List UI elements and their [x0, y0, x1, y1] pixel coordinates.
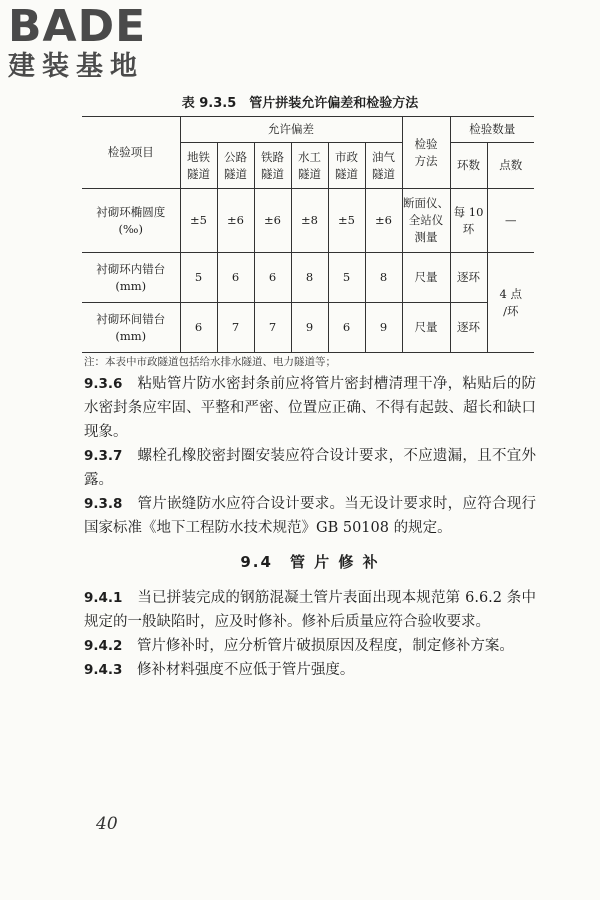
clause-number: 9.4.2: [84, 638, 123, 654]
value-cell: 9: [291, 303, 328, 353]
header-method: [402, 117, 450, 189]
value-cell: 9: [365, 303, 402, 353]
header-method-text: 检验方法: [414, 136, 438, 168]
value-cell: 6: [217, 253, 254, 303]
value-cell: 6: [180, 303, 217, 353]
body-text: [84, 372, 536, 682]
points-cell: 4 点 /环: [487, 253, 534, 353]
rings-cell: 每 10 环: [450, 189, 487, 253]
row-item: 衬砌环椭圆度 (‰): [82, 189, 180, 253]
clause-paragraph: [84, 492, 536, 540]
clause-number: 9.4.1: [84, 590, 123, 606]
value-cell: 5: [180, 253, 217, 303]
header-tunnel: 公路 隧道: [217, 143, 254, 189]
clause-text: 管片嵌缝防水应符合设计要求。当无设计要求时，应符合现行国家标准《地下工程防水技术规范》GB 50108 的规定。: [84, 496, 537, 536]
tolerance-table: [82, 116, 534, 353]
clause-paragraph: [84, 634, 536, 658]
rings-cell: 逐环: [450, 253, 487, 303]
logo-wordmark: BADE: [8, 1, 147, 52]
clause-paragraph: [84, 444, 536, 492]
clause-number: 9.3.7: [84, 448, 123, 464]
clause-text: 粘贴管片防水密封条前应将管片密封槽清理干净，粘贴后的防水密封条应牢固、平整和严密、位置应正确、不得有起鼓、超长和缺口现象。: [84, 376, 537, 440]
page-number: 40: [96, 814, 118, 834]
clause-text: 当已拼装完成的钢筋混凝土管片表面出现本规范第 6.6.2 条中规定的一般缺陷时，应及时修补。修补后质量应符合验收要求。: [84, 590, 536, 630]
header-item: 检验项目: [82, 117, 180, 189]
table-note: 注：本表中市政隧道包括给水排水隧道、电力隧道等；: [84, 356, 336, 368]
header-quantity: 检验数量: [450, 117, 534, 143]
header-tunnel: 油气 隧道: [365, 143, 402, 189]
value-cell: ±5: [328, 189, 365, 253]
section-heading: 9.4 管 片 修 补: [240, 553, 380, 571]
row-item: 衬砌环内错台 (mm): [82, 253, 180, 303]
value-cell: ±6: [217, 189, 254, 253]
header-tolerance: 允许偏差: [180, 117, 402, 143]
table-row: [82, 253, 534, 303]
value-cell: ±6: [365, 189, 402, 253]
logo: [8, 1, 178, 84]
clause-text: 管片修补时，应分析管片破损原因及程度，制定修补方案。: [136, 638, 514, 654]
clause-number: 9.4.3: [84, 662, 123, 678]
value-cell: 8: [365, 253, 402, 303]
value-cell: ±8: [291, 189, 328, 253]
method-cell: 断面仪、 全站仪 测量: [402, 189, 450, 253]
table-header-row: [82, 117, 534, 143]
points-cell: —: [487, 189, 534, 253]
header-ring-count: 环数: [450, 143, 487, 189]
table-row: [82, 303, 534, 353]
value-cell: 6: [328, 303, 365, 353]
value-cell: 5: [328, 253, 365, 303]
header-tunnel: 地铁 隧道: [180, 143, 217, 189]
rings-cell: 逐环: [450, 303, 487, 353]
value-cell: 6: [254, 253, 291, 303]
row-item: 衬砌环间错台 (mm): [82, 303, 180, 353]
logo-subtitle: 建装基地: [8, 51, 144, 82]
value-cell: ±5: [180, 189, 217, 253]
clause-paragraph: [84, 372, 536, 444]
value-cell: 8: [291, 253, 328, 303]
clause-paragraph: [84, 586, 536, 634]
header-point-count: 点数: [487, 143, 534, 189]
clause-text: 修补材料强度不应低于管片强度。: [136, 662, 355, 678]
table-row: [82, 189, 534, 253]
clause-paragraph: [84, 658, 536, 682]
clause-text: 螺栓孔橡胶密封圈安装应符合设计要求，不应遗漏，且不宜外露。: [84, 448, 537, 488]
clause-number: 9.3.8: [84, 496, 123, 512]
method-cell: 尺量: [402, 303, 450, 353]
value-cell: 7: [254, 303, 291, 353]
table-title: 表 9.3.5 管片拼装允许偏差和检验方法: [181, 96, 419, 111]
value-cell: 7: [217, 303, 254, 353]
method-cell: 尺量: [402, 253, 450, 303]
header-tunnel: 水工 隧道: [291, 143, 328, 189]
clause-number: 9.3.6: [84, 376, 123, 392]
value-cell: ±6: [254, 189, 291, 253]
header-tunnel: 铁路 隧道: [254, 143, 291, 189]
header-tunnel: 市政 隧道: [328, 143, 365, 189]
